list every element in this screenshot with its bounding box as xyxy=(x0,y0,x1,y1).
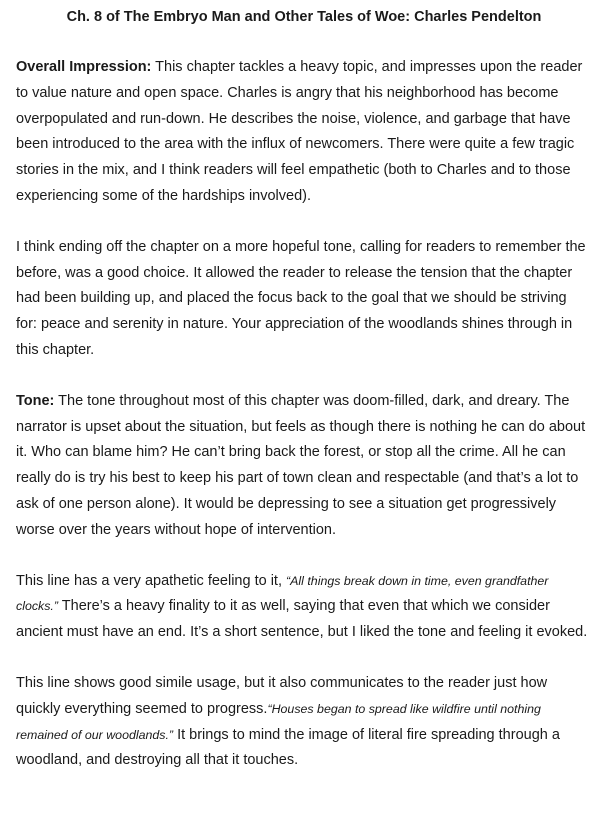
overall-impression-paragraph xyxy=(16,55,590,210)
ending-text: I think ending off the chapter on a more hopeful tone, calling for readers to remember the before, was a good choice. It allowed the reader to release the tension that the chapter had been building up, and placed the focus back to the goal that we should be striving for: peace and serenity in nature. Your appreciation of the woodlands shines through in this chapter. xyxy=(16,238,586,358)
apathetic-line-comment: There’s a heavy finality to it as well, saying that even that which we consider ancient must have an end. It’s a short sentence, but I liked the tone and feeling it evoked. xyxy=(16,598,588,641)
grandfather-clocks-quote: “All things break down in time, even grandfather clocks.” xyxy=(16,573,549,614)
simile-intro: This line shows good simile usage, but it also communicates to the reader just how quickly everything seemed to progress. xyxy=(16,674,548,717)
tone-paragraph xyxy=(16,389,590,544)
tone-text: The tone throughout most of this chapter was doom-filled, dark, and dreary. The narrator is upset about the situation, but feels as though there is nothing he can do about it. Who can blame him? He can’t bring back the forest, or stop all the crime. All he can really do is try his best to keep his part of town clean and respectable (and that’s a lot to ask of one person alone). It would be depressing to see a situation get progressively worse over the years without hope of intervention. xyxy=(16,392,586,538)
tone-label: Tone: xyxy=(16,392,55,409)
document-title: Ch. 8 of The Embryo Man and Other Tales of Woe: Charles Pendelton xyxy=(66,9,542,25)
simile-paragraph xyxy=(16,671,590,774)
overall-impression-text: This chapter tackles a heavy topic, and impresses upon the reader to value nature and open space. Charles is angry that his neighborhood has become overpopulated and run-down. He describes the noise, violence, and garbage that have been introduced to the area with the influx of newcomers. There were quite a few tragic stories in the mix, and I think readers will feel empathetic (both to Charles and to those experiencing some of the hardships involved). xyxy=(16,59,583,204)
apathetic-line-paragraph xyxy=(16,569,590,646)
simile-comment: It brings to mind the image of literal fire spreading through a woodland, and destroying all that it touches. xyxy=(16,726,560,769)
overall-impression-label: Overall Impression: xyxy=(16,59,152,75)
apathetic-line-intro: This line has a very apathetic feeling to it, xyxy=(16,572,287,589)
ending-paragraph xyxy=(16,235,590,364)
wildfire-quote: “Houses began to spread like wildfire until nothing remained of our woodlands.” xyxy=(16,701,541,742)
